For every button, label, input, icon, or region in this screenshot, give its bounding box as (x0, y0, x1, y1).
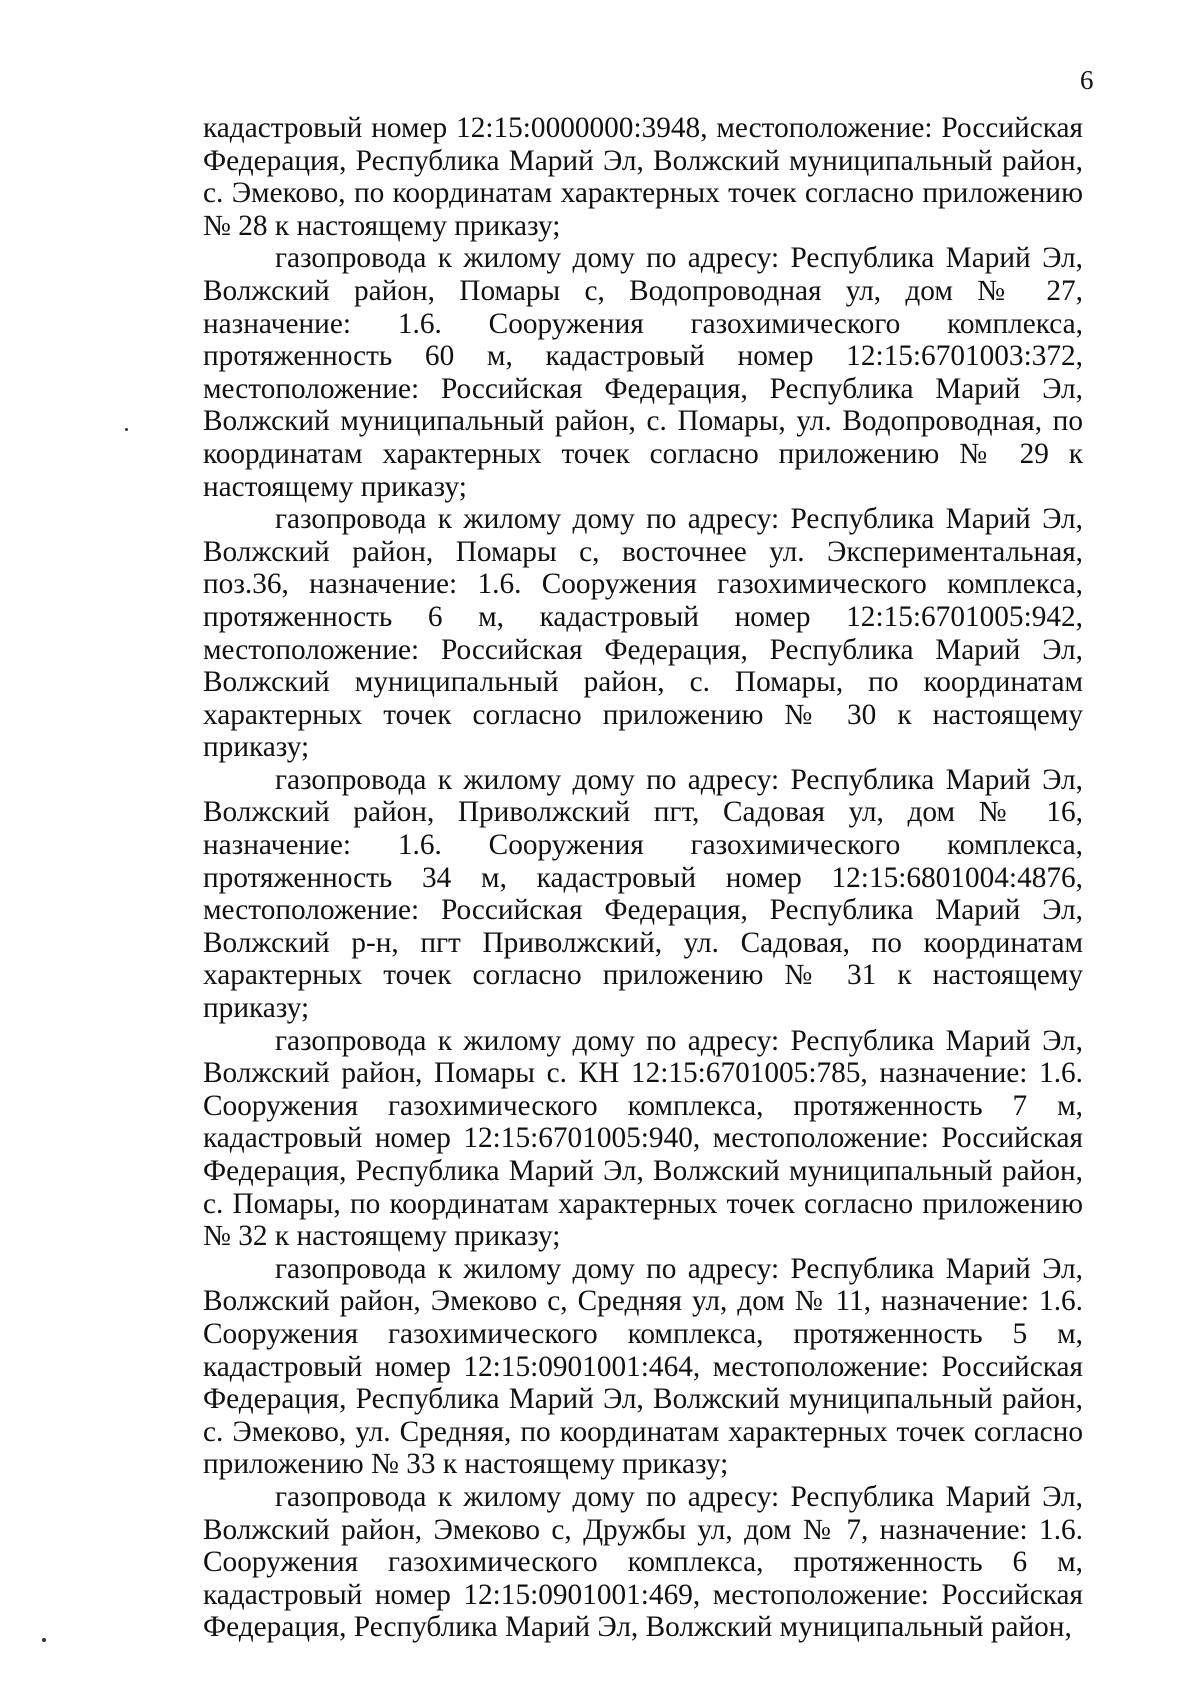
scan-speck (125, 428, 128, 431)
paragraph-pipeline-30: газопровода к жилому дому по адресу: Республика Марий Эл, Волжский район, Помары с, восточнее ул. Экспериментальная, поз.36, назначение: 1.6. Сооружения газохимического комплекса, протяженность 6 м, кадастровый номер 12:15:6701005:942, местоположение: Российская Федерация, Республика Марий Эл, Волжский муниципальный район, с. Помары, по координатам характерных точек согласно приложению № 30 к настоящему приказу; (203, 503, 1083, 764)
paragraph-pipeline-29: газопровода к жилому дому по адресу: Республика Марий Эл, Волжский район, Помары с, Водопроводная ул, дом № 27, назначение: 1.6. Сооружения газохимического комплекса, протяженность 60 м, кадастровый номер 12:15:6701003:372, местоположение: Российская Федерация, Республика Марий Эл, Волжский муниципальный район, с. Помары, ул. Водопроводная, по координатам характерных точек согласно приложению № 29 к настоящему приказу; (203, 242, 1083, 503)
paragraph-pipeline-33: газопровода к жилому дому по адресу: Республика Марий Эл, Волжский район, Эмеково с, Средняя ул, дом № 11, назначение: 1.6. Сооружения газохимического комплекса, протяженность 5 м, кадастровый номер 12:15:0901001:464, местоположение: Российская Федерация, Республика Марий Эл, Волжский муниципальный район, с. Эмеково, ул. Средняя, по координатам характерных точек согласно приложению № 33 к настоящему приказу; (203, 1252, 1083, 1481)
paragraph-continuation: кадастровый номер 12:15:0000000:3948, местоположение: Российская Федерация, Республика Марий Эл, Волжский муниципальный район, с. Эмеково, по координатам характерных точек согласно приложению № 28 к настоящему приказу; (203, 112, 1083, 242)
paragraph-pipeline-31: газопровода к жилому дому по адресу: Республика Марий Эл, Волжский район, Приволжский пгт, Садовая ул, дом № 16, назначение: 1.6. Сооружения газохимического комплекса, протяженность 34 м, кадастровый номер 12:15:6801004:4876, местоположение: Российская Федерация, Республика Марий Эл, Волжский р-н, пгт Приволжский, ул. Садовая, по координатам характерных точек согласно приложению № 31 к настоящему приказу; (203, 763, 1083, 1025)
page-number: 6 (1080, 65, 1094, 95)
scan-speck (42, 1638, 46, 1642)
document-body (203, 112, 1083, 1644)
paragraph-pipeline-32: газопровода к жилому дому по адресу: Республика Марий Эл, Волжский район, Помары с. КН 12:15:6701005:785, назначение: 1.6. Сооружения газохимического комплекса, протяженность 7 м, кадастровый номер 12:15:6701005:940, местоположение: Российская Федерация, Республика Марий Эл, Волжский муниципальный район, с. Помары, по координатам характерных точек согласно приложению № 32 к настоящему приказу; (203, 1024, 1083, 1253)
paragraph-pipeline-34: газопровода к жилому дому по адресу: Республика Марий Эл, Волжский район, Эмеково с, Дружбы ул, дом № 7, назначение: 1.6. Сооружения газохимического комплекса, протяженность 6 м, кадастровый номер 12:15:0901001:469, местоположение: Российская Федерация, Республика Марий Эл, Волжский муниципальный район, (203, 1480, 1083, 1644)
